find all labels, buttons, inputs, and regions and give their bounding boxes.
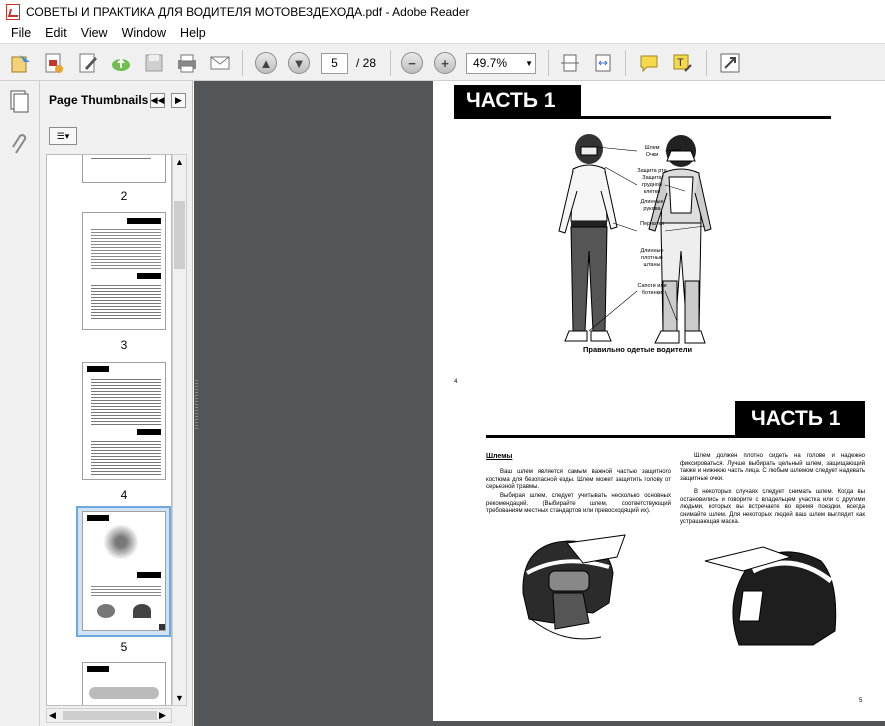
- pdf-page: [433, 81, 885, 721]
- page-number-input[interactable]: 5: [321, 53, 348, 74]
- attachments-paperclip-icon[interactable]: [10, 131, 30, 160]
- col2-paragraph-2: В некоторых случаях следует снимать шлем. Когда вы остановились и говорите с владельцем участка или с другими людьми, которых вы встречаете во время поездки, всегда снимайте шлем. Для некоторых людей ваш шлем выглядит как устрашающая маска.: [680, 489, 865, 525]
- label-goggles: Очки: [645, 152, 659, 158]
- left-page-number: 4: [454, 379, 458, 385]
- scroll-thumb[interactable]: [174, 201, 185, 269]
- scroll-left-arrow[interactable]: ◀: [49, 710, 56, 720]
- thumbnail-horizontal-scrollbar[interactable]: [46, 708, 172, 723]
- zoom-out-button[interactable]: −: [400, 51, 424, 75]
- thumbnail-page-3[interactable]: [82, 212, 166, 330]
- label-boots: Сапоги или ботинки: [637, 283, 667, 296]
- thumbnail-page-4[interactable]: [82, 362, 166, 480]
- scroll-up-arrow[interactable]: ▲: [175, 157, 184, 167]
- fit-page-icon[interactable]: [558, 51, 582, 75]
- panel-resize-grip[interactable]: [195, 380, 198, 430]
- menu-edit[interactable]: Edit: [45, 26, 67, 40]
- label-mouth-guard: Защита рта: [637, 168, 667, 174]
- zoom-in-button[interactable]: +: [433, 51, 457, 75]
- page-thumbnails-icon[interactable]: [9, 89, 29, 116]
- thumbnail-list: [46, 154, 172, 706]
- toolbar: [0, 43, 885, 81]
- window-title: СОВЕТЫ И ПРАКТИКА ДЛЯ ВОДИТЕЛЯ МОТОВЕЗДЕХОДА.pdf - Adobe Reader: [26, 4, 470, 19]
- col1-paragraph-2: Выбирая шлем, следует учитывать несколько основных рекомендаций. (Выбирайте шлем, соответствующий требованиям местных стандартов или превосходящий их).: [486, 493, 671, 514]
- zoom-value: 49.7%: [473, 56, 508, 70]
- scroll-right-arrow[interactable]: ▶: [159, 710, 166, 720]
- thumbnail-page-5[interactable]: [82, 511, 166, 631]
- scroll-down-arrow[interactable]: ▼: [175, 693, 184, 703]
- open-file-icon[interactable]: [9, 51, 33, 75]
- label-long-sleeves: Длинные рукава: [640, 199, 664, 212]
- save-icon[interactable]: [142, 51, 166, 75]
- menu-help[interactable]: Help: [180, 26, 206, 40]
- right-page-number: 5: [859, 698, 863, 704]
- fit-width-icon[interactable]: [591, 51, 615, 75]
- thumbnails-panel: [40, 81, 193, 726]
- riders-illustration: [545, 131, 725, 361]
- collapse-panel-button[interactable]: ◀◀: [150, 93, 165, 108]
- thumbnail-label: 3: [120, 338, 128, 352]
- col1-paragraph-1: Ваш шлем является самым важной частью защитного костюма для безопасной езды. Шлем может защитить голову от серьезной травмы.: [486, 469, 671, 490]
- figure-labels-column: [637, 145, 667, 297]
- label-long-pants: Длинные плотные штаны: [640, 248, 664, 268]
- panel-title: Page Thumbnails: [49, 93, 149, 107]
- highlight-text-icon[interactable]: [670, 51, 694, 75]
- create-pdf-icon[interactable]: [42, 51, 66, 75]
- heading-rule: [454, 116, 831, 119]
- next-page-button[interactable]: ▼: [287, 51, 311, 75]
- email-icon[interactable]: [208, 51, 232, 75]
- edit-pdf-icon[interactable]: [76, 51, 100, 75]
- figure-caption: Правильно одетые водители: [583, 345, 693, 354]
- menu-view[interactable]: View: [80, 26, 108, 40]
- navigation-rail: [0, 81, 40, 726]
- chevron-down-icon: ▼: [525, 59, 533, 68]
- part-heading-top: ЧАСТЬ 1: [454, 85, 581, 117]
- comment-icon[interactable]: [637, 51, 661, 75]
- menu-window[interactable]: Window: [121, 26, 167, 40]
- title-bar: [0, 0, 885, 23]
- page-total: / 28: [356, 56, 377, 70]
- pdf-app-icon: [6, 4, 20, 20]
- full-screen-icon[interactable]: [718, 51, 742, 75]
- part-heading-bottom: ЧАСТЬ 1: [735, 401, 865, 437]
- thumbnail-vertical-scrollbar[interactable]: [172, 154, 187, 706]
- label-gloves: Перчатки: [640, 221, 664, 227]
- thumbnail-page-6[interactable]: [82, 662, 166, 706]
- open-face-helmet-illustration: [513, 533, 633, 645]
- thumbnail-page-2[interactable]: [82, 154, 166, 183]
- svg-text:T: T: [677, 57, 684, 69]
- heading-rule-bottom: [486, 435, 865, 438]
- thumbnail-label: 5: [120, 640, 128, 654]
- thumbnail-label: 4: [120, 488, 128, 502]
- previous-page-button[interactable]: ▲: [254, 51, 278, 75]
- print-icon[interactable]: [175, 51, 199, 75]
- menu-bar: [0, 23, 885, 43]
- menu-file[interactable]: File: [11, 26, 32, 40]
- label-chest-protector: Защита грудной клетки: [642, 175, 662, 195]
- zoom-select[interactable]: [466, 53, 536, 74]
- col2-paragraph-1: Шлем должен плотно сидеть на голове и надежно фиксироваться. Лучше выбирать цельный шлем, защищающий также и нижнюю часть лица. С любым шлемом следует надевать защитные очки.: [680, 453, 865, 482]
- label-helmet: Шлем: [644, 145, 660, 151]
- full-face-helmet-illustration: [703, 541, 843, 649]
- thumbnail-label: 2: [120, 189, 128, 203]
- panel-forward-button[interactable]: ▶: [171, 93, 186, 108]
- section-title: Шлемы: [486, 453, 513, 460]
- hscroll-thumb[interactable]: [63, 711, 157, 720]
- thumbnail-options-button[interactable]: ☰▾: [49, 127, 77, 145]
- upload-cloud-icon[interactable]: [109, 51, 133, 75]
